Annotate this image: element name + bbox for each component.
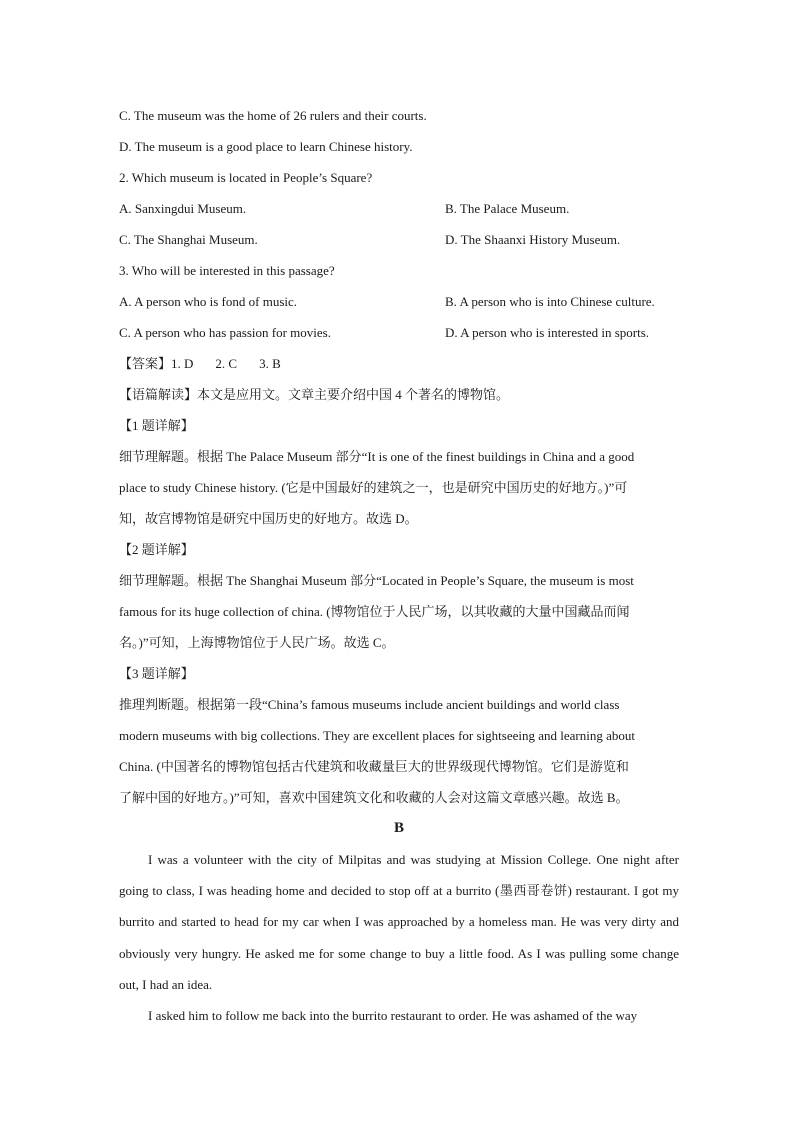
passage-b-paragraph-1: I was a volunteer with the city of Milpitas and was studying at Mission College. One night after going to class, I was heading home and decided to stop off at a burrito (墨西哥卷饼) restaurant. I got my burrito and started to head for my car when I was approached by a homeless man. He was very dirty and obviously very hungry. He asked me for some change to buy a little food. As I was pulling some change out, I had an idea. — [119, 852, 679, 992]
q1-option-c: C. The museum was the home of 26 rulers and their courts. — [119, 108, 427, 123]
reading-label: 【语篇解读】 — [119, 387, 198, 402]
detail3-heading: 【3 题详解】 — [119, 666, 194, 681]
detail3-line4: 了解中国的好地方。)”可知，喜欢中国建筑文化和收藏的人会对这篇文章感兴趣。故选 B。 — [119, 790, 629, 805]
detail3-line2: modern museums with big collections. They are excellent places for sightseeing and learning about — [119, 728, 636, 743]
detail3-line1: 推理判断题。根据第一段“China’s famous museums include ancient buildings and world class — [119, 697, 620, 712]
detail1-line2: place to study Chinese history. (它是中国最好的建筑之一，也是研究中国历史的好地方。)”可 — [119, 480, 628, 495]
q3-question: 3. Who will be interested in this passage? — [119, 263, 335, 278]
detail2-line3: 名。)”可知，上海博物馆位于人民广场。故选 C。 — [119, 635, 395, 650]
detail2-line2: famous for its huge collection of china. (博物馆位于人民广场，以其收藏的大量中国藏品而闻 — [119, 604, 630, 619]
q3-option-c: C. A person who has passion for movies. — [119, 325, 331, 340]
section-b-title: B — [393, 820, 404, 836]
q3-option-a: A. A person who is fond of music. — [119, 294, 298, 309]
q2-options-row-2 — [119, 224, 679, 255]
q2-option-a: A. Sanxingdui Museum. — [119, 201, 247, 216]
q3-option-b: B. A person who is into Chinese culture. — [445, 294, 655, 309]
detail1-line3: 知，故宫博物馆是研究中国历史的好地方。故选 D。 — [119, 511, 418, 526]
q2-options-row-1 — [119, 193, 679, 224]
detail1-line1: 细节理解题。根据 The Palace Museum 部分“It is one of the finest buildings in China and a good — [119, 449, 635, 464]
detail2-line1: 细节理解题。根据 The Shanghai Museum 部分“Located in People’s Square, the museum is most — [119, 573, 634, 588]
reading-summary — [119, 379, 679, 410]
passage-b-paragraph-2: I asked him to follow me back into the burrito restaurant to order. He was ashamed of the way — [148, 1008, 638, 1024]
q3-options-row-2 — [119, 317, 679, 348]
q2-option-b: B. The Palace Museum. — [445, 201, 570, 216]
q2-option-d: D. The Shaanxi History Museum. — [445, 232, 621, 247]
detail1-heading: 【1 题详解】 — [119, 418, 194, 433]
q1-option-d: D. The museum is a good place to learn Chinese history. — [119, 139, 413, 154]
q3-option-d: D. A person who is interested in sports. — [445, 325, 650, 340]
detail2-heading: 【2 题详解】 — [119, 542, 194, 557]
reading-text: 本文是应用文。文章主要介绍中国 4 个著名的博物馆。 — [197, 387, 510, 402]
q3-options-row-1 — [119, 286, 679, 317]
answer-line — [119, 348, 679, 379]
q2-option-c: C. The Shanghai Museum. — [119, 232, 258, 247]
answer-1: 1. D — [171, 356, 194, 371]
q2-question: 2. Which museum is located in People’s Square? — [119, 170, 373, 185]
answer-3: 3. B — [259, 356, 281, 371]
document-page — [119, 100, 679, 1031]
answer-label: 【答案】 — [119, 356, 172, 371]
answer-2: 2. C — [215, 356, 238, 371]
detail3-line3: China. (中国著名的博物馆包括古代建筑和收藏量巨大的世界级现代博物馆。它们是游览和 — [119, 759, 629, 774]
